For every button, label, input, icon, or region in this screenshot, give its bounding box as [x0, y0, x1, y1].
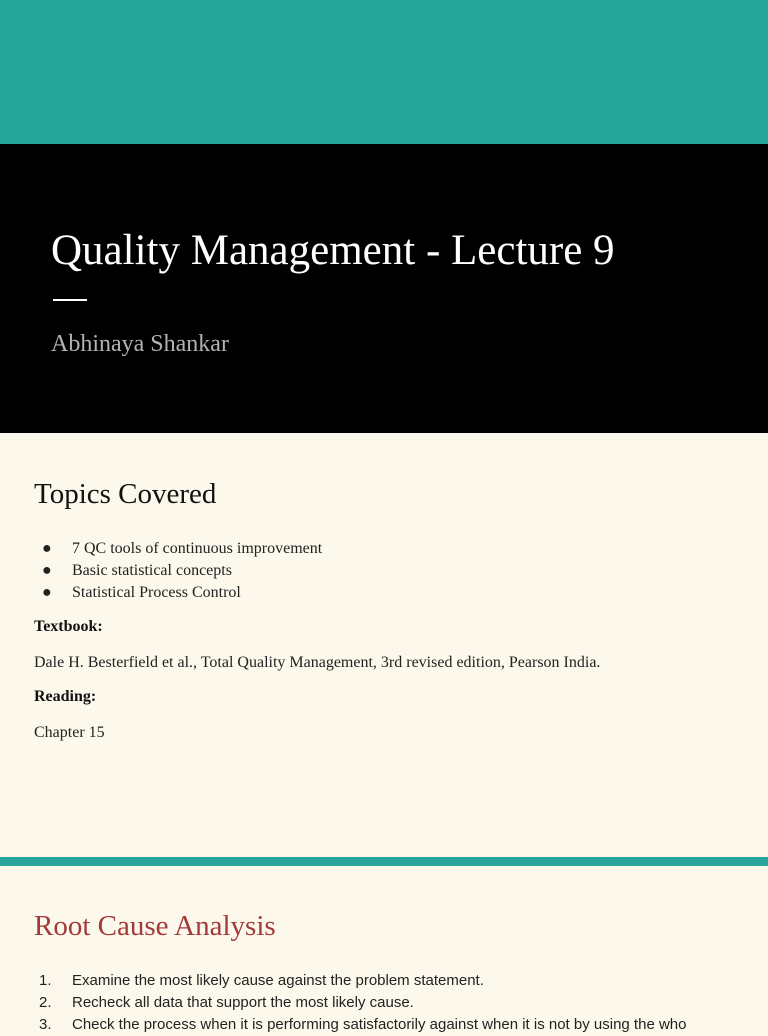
list-item	[34, 582, 322, 604]
title-divider	[53, 299, 87, 301]
bullet-icon: ●	[42, 562, 52, 579]
list-item	[34, 1014, 686, 1036]
step-number: 1.	[39, 972, 52, 989]
topic-text: 7 QC tools of continuous improvement	[72, 540, 323, 557]
list-item	[34, 970, 686, 992]
slide-divider	[0, 857, 768, 866]
step-number: 3.	[39, 1016, 52, 1033]
textbook-citation: Dale H. Besterfield et al., Total Quality Management, 3rd revised edition, Pearson India.	[34, 654, 601, 671]
bullet-icon: ●	[42, 540, 52, 557]
reading-chapter: Chapter 15	[34, 724, 105, 741]
reading-label: Reading:	[34, 688, 97, 705]
topic-text: Statistical Process Control	[72, 584, 241, 601]
list-item	[34, 560, 322, 582]
header-teal-band	[0, 0, 768, 144]
list-item	[34, 538, 322, 560]
bullet-icon: ●	[42, 584, 52, 601]
step-text: Recheck all data that support the most likely cause.	[72, 994, 414, 1011]
rca-steps	[34, 970, 686, 1036]
title-slide	[0, 144, 768, 433]
topic-text: Basic statistical concepts	[72, 562, 232, 579]
topic-list	[34, 538, 322, 604]
list-item	[34, 992, 686, 1014]
textbook-label: Textbook:	[34, 618, 103, 635]
step-text: Check the process when it is performing satisfactorily against when it is not by using the who	[72, 1016, 687, 1033]
step-text: Examine the most likely cause against the problem statement.	[72, 972, 484, 989]
lecture-title: Quality Management - Lecture 9	[51, 227, 615, 274]
step-number: 2.	[39, 994, 52, 1011]
rca-heading: Root Cause Analysis	[34, 910, 276, 942]
author-name: Abhinaya Shankar	[51, 331, 229, 357]
topics-heading: Topics Covered	[34, 478, 217, 510]
